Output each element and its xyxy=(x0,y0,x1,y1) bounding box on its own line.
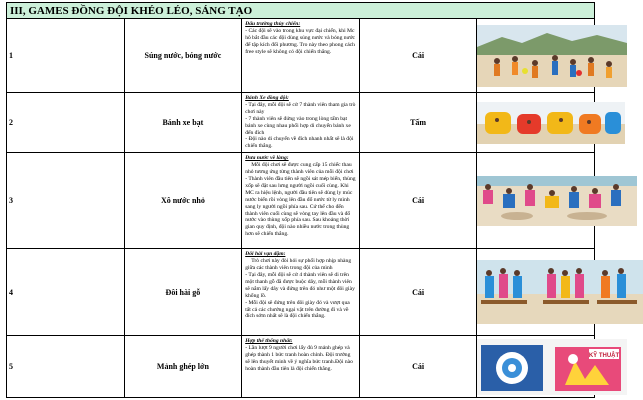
game-description xyxy=(242,93,360,153)
game-rule-line: - Lần lượt 9 người chơi lấy đủ 9 mảnh ghép và ghép thành 1 bức tranh hoàn chỉnh. Đội trưởng sẽ lên thuyết minh về ý nghĩa bức tranh.Đội nào hoàn thành đầu tiên là đội chiến thắng. xyxy=(245,345,353,372)
photo-cell xyxy=(477,19,595,93)
games-table xyxy=(6,2,620,398)
game-rule-line: - Mỗi đội sẽ đứng trên đôi giày đó và vượt qua tất cả các chướng ngại vật trên đường đi và về đích sớm nhất sẽ là đội chiến thắng. xyxy=(245,299,350,320)
game-title: Đôi hài vạn dặm: xyxy=(245,251,286,258)
puzzle-pieces-photo-icon xyxy=(477,339,627,395)
water-fight-photo-icon xyxy=(477,25,627,87)
tarp-wheel-photo-icon xyxy=(477,102,625,144)
game-title: Bánh Xe đồng đội: xyxy=(245,95,289,101)
game-title: Đấu trường thủy chiến: xyxy=(245,21,301,27)
section-title: III, GAMES ĐỒNG ĐỘI KHÉO LÉO, SÁNG TẠO xyxy=(7,3,595,19)
photo-cell xyxy=(477,93,595,153)
unit-cell: Cái xyxy=(359,19,477,93)
game-rule-line: - 7 thành viên sẽ đứng vào trong lòng tấm bạt bánh xe cùng nhau phối hợp di chuyển bánh xe đến đích xyxy=(245,115,351,136)
game-description xyxy=(242,19,360,93)
item-name: Mảnh ghép lớn xyxy=(124,336,242,398)
unit-cell: Cái xyxy=(359,336,477,398)
table-row xyxy=(7,336,595,398)
game-rule-line: - Tại đây, mỗi đội sẽ cử 7 thành viên tham gia trò chơi này xyxy=(245,101,356,115)
item-name: Xô nước nhỏ xyxy=(124,153,242,249)
games-table-sheet xyxy=(6,2,620,398)
wooden-shoes-photo-icon xyxy=(477,260,643,324)
game-description xyxy=(242,336,360,398)
game-rule-line: - Đội nào di chuyển về đích nhanh nhất sẽ là đội chiến thắng. xyxy=(245,136,354,150)
photo-cell xyxy=(477,249,595,336)
section-header-row xyxy=(7,3,595,19)
game-description xyxy=(242,153,360,249)
water-relay-photo-icon xyxy=(477,176,637,226)
row-number: 4 xyxy=(7,249,125,336)
game-rule-line: - Các đội sẽ vào trong khu vực đại chiến, khi Mc hô bắt đầu các đội dùng súng nước và bóng nước để tập kích đối phương. Tro này theo phong cách free style sẽ không có đội chiến thắng. xyxy=(245,27,356,55)
table-row xyxy=(7,153,595,249)
photo-cell xyxy=(477,336,620,398)
game-title: Đưa nước về làng: xyxy=(245,155,289,162)
row-number: 3 xyxy=(7,153,125,249)
row-number: 1 xyxy=(7,19,125,93)
item-name: Đôi hài gỗ xyxy=(124,249,242,336)
photo-cell xyxy=(477,153,595,249)
game-rule-line: Mỗi đội chơi sẽ được cung cấp 15 chiếc thau nhỏ tương ứng từng thành viên của mỗi đội chơi xyxy=(245,162,354,176)
item-name: Bánh xe bạt xyxy=(124,93,242,153)
row-number: 5 xyxy=(7,336,125,398)
game-rule-line: - Thành viên đầu tiên sẽ ngồi sát mép biển, thùng xốp sẽ đặt sau lưng người ngồi cuối cùng. Khi MC ra hiệu lệnh, người đầu tiên sẽ dùng ly múc nước biển rồi vòng lên đầu đổ nước từ ly mình sang ly người ngồi phía sau. Cứ thế cho đến thành viên cuối cùng sẽ vòng tay lên đầu và đổ nước vào thùng xốp phía sau. Sau khoảng thời gian quy định, đội nào nhiều nước trong thùng hơn sẽ chiến thắng. xyxy=(245,175,356,238)
game-rule-line: Trò chơi này đòi hỏi sự phối hợp nhịp nhàng giữa các thành viên trong đội của mình xyxy=(245,258,352,272)
game-rule-line: - Tại đây, mỗi đội sẽ cử 4 thành viên sẽ di trên một thanh gỗ đã được buộc dây, mỗi thành viên sẽ nắm lấy dây và đứng trên đó như một đôi giày khổng lồ. xyxy=(245,271,355,299)
row-number: 2 xyxy=(7,93,125,153)
unit-cell: Cái xyxy=(359,249,477,336)
table-row xyxy=(7,249,595,336)
puzzle-sign-text: KỸ THUẬT xyxy=(589,352,620,359)
game-description xyxy=(242,249,360,336)
item-name: Súng nước, bóng nước xyxy=(124,19,242,93)
unit-cell: Tấm xyxy=(359,93,477,153)
table-row xyxy=(7,93,595,153)
table-row xyxy=(7,19,595,93)
unit-cell: Cái xyxy=(359,153,477,249)
game-title: Hợp thể thống nhất: xyxy=(245,338,293,345)
